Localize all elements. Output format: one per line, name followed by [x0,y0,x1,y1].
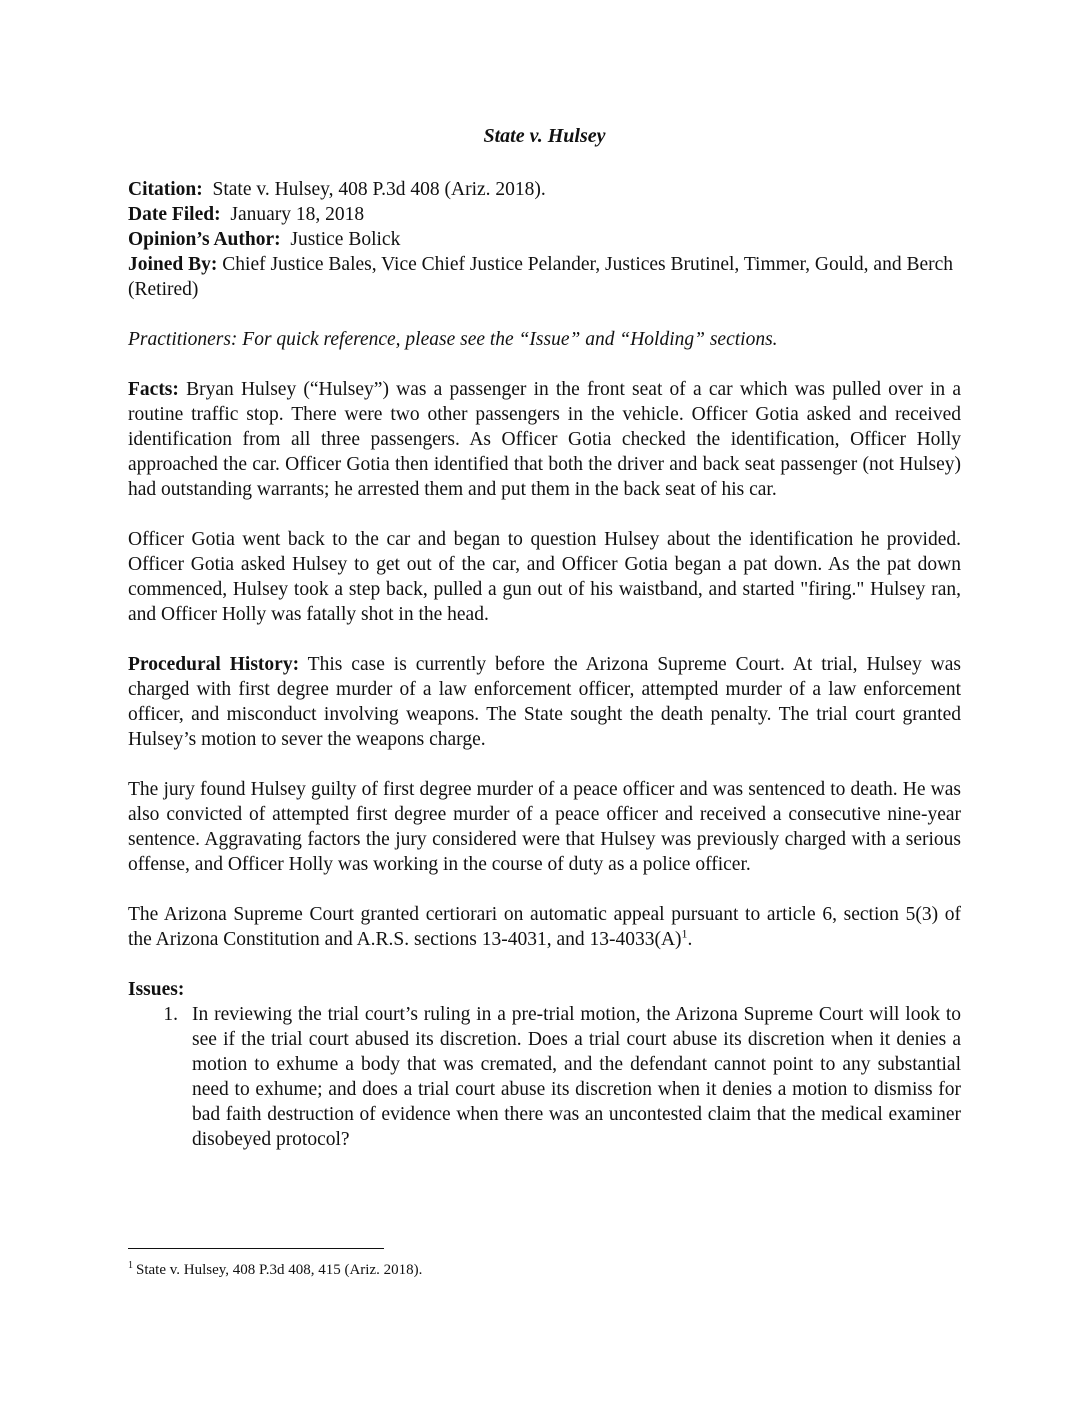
author-label: Opinion’s Author: [128,229,281,250]
footnote-reference[interactable]: 1 [681,926,688,941]
joined-by-label: Joined By: [128,254,218,275]
issue-number: 1. [163,1004,178,1025]
joined-by-line [128,252,961,302]
issue-text: In reviewing the trial court’s ruling in a pre-trial motion, the Arizona Supreme Court will look to see if the trial court abused its discretion. Does a trial court abuse its discretion when it denies a motion to exhume a body that was cremated, and the defendant cannot point to any substantial need to exhume; and does a trial court abuse its discretion when it denies a motion to dismiss for bad faith destruction of evidence when there was an uncontested claim that the medical examiner disobeyed protocol? [192,1004,961,1150]
footnote [128,1261,422,1279]
footnote-mark: 1 [128,1260,133,1271]
procedural-history-paragraph-2: The jury found Hulsey guilty of first degree murder of a peace officer and was sentenced to death. He was also convicted of attempted first degree murder of a peace officer and received a consecutive nine-year sentence. Aggravating factors the jury considered were that Hulsey was previously charged with a serious offense, and Officer Holly was working in the course of duty as a police officer. [128,779,961,875]
date-filed-value: January 18, 2018 [230,204,365,225]
procedural-history-text-3: The Arizona Supreme Court granted certiorari on automatic appeal pursuant to article 6, section 5(3) of the Arizona Constitution and A.R.S. sections 13-4031, and 13-4033(A) [128,904,961,950]
procedural-history-paragraph-3 [128,902,961,952]
date-filed-label: Date Filed: [128,204,221,225]
author-value: Justice Bolick [290,229,401,250]
citation-value: State v. Hulsey, 408 P.3d 408 (Ariz. 2018). [212,179,546,200]
practitioners-note: Practitioners: For quick reference, please see the “Issue” and “Holding” sections. [128,329,778,350]
joined-by-value: Chief Justice Bales, Vice Chief Justice Pelander, Justices Brutinel, Timmer, Gould, and Berch (Retired) [128,254,954,300]
author-line [128,227,961,252]
facts-paragraph-1 [128,377,961,502]
document-body [128,124,961,1152]
footnote-text: State v. Hulsey, 408 P.3d 408, 415 (Ariz. 2018). [136,1262,423,1278]
issues-heading: Issues: [128,979,185,1000]
procedural-history-text-3-end: . [687,929,693,950]
facts-text-1: Bryan Hulsey (“Hulsey”) was a passenger in the front seat of a car which was pulled over in a routine traffic stop. There were two other passengers in the vehicle. Officer Gotia asked and received identification from all three passengers. As Officer Gotia checked the identification, Officer Holly approached the car. Officer Gotia then identified that both the driver and back seat passenger (not Hulsey) had outstanding warrants; he arrested them and put them in the back seat of his car. [128,379,962,500]
procedural-history-text-1: This case is currently before the Arizona Supreme Court. At trial, Hulsey was charged with first degree murder of a law enforcement officer, attempted murder of a law enforcement officer, and misconduct involving weapons. The State sought the death penalty. The trial court granted Hulsey’s motion to sever the weapons charge. [128,654,961,750]
procedural-history-label: Procedural History: [128,654,300,675]
facts-paragraph-2: Officer Gotia went back to the car and began to question Hulsey about the identification he provided. Officer Gotia asked Hulsey to get out of the car, and Officer Gotia began a pat down. As the pat down commenced, Hulsey took a step back, pulled a gun out of his waistband, and started "firing." Hulsey ran, and Officer Holly was fatally shot in the head. [128,529,961,625]
footnote-divider [128,1248,384,1249]
case-title: State v. Hulsey [483,125,606,147]
issues-list [128,1002,961,1152]
date-filed-line [128,202,961,227]
procedural-history-paragraph-1 [128,652,961,752]
issue-item [128,1002,961,1152]
citation-label: Citation: [128,179,203,200]
facts-label: Facts: [128,379,179,400]
citation-line [128,177,961,202]
